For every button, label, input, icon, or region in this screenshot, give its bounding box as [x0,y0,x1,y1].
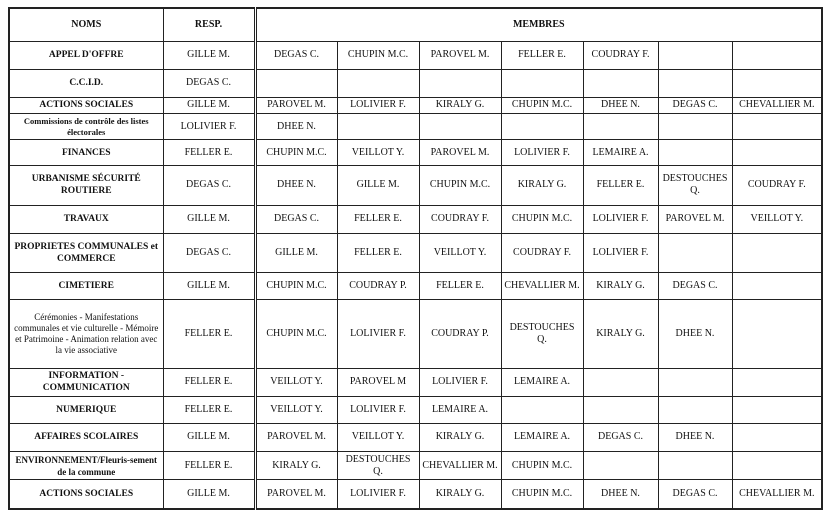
member-cell: PAROVEL M. [255,423,337,451]
table-row [9,41,822,69]
resp-cell: GILLE M. [163,205,255,233]
resp-cell: DEGAS C. [163,166,255,205]
resp-cell: LOLIVIER F. [163,113,255,139]
resp-cell: FELLER E. [163,368,255,396]
member-cell: FELLER E. [583,166,658,205]
member-cell: PAROVEL M [337,368,419,396]
resp-cell: GILLE M. [163,97,255,113]
member-cell: FELLER E. [337,233,419,272]
member-cell: FELLER E. [501,41,583,69]
resp-cell: DEGAS C. [163,233,255,272]
member-cell: VEILLOT Y. [255,368,337,396]
resp-cell: FELLER E. [163,300,255,368]
member-cell [501,113,583,139]
member-cell [658,396,732,423]
member-cell: LOLIVIER F. [419,368,501,396]
member-cell: VEILLOT Y. [337,423,419,451]
resp-cell: FELLER E. [163,140,255,166]
member-cell [658,233,732,272]
member-cell: KIRALY G. [583,272,658,299]
member-cell: CHUPIN M.C. [501,480,583,509]
member-cell: DHEE N. [255,113,337,139]
member-cell: DEGAS C. [583,423,658,451]
member-cell: CHUPIN M.C. [255,300,337,368]
member-cell: VEILLOT Y. [732,205,822,233]
resp-cell: GILLE M. [163,423,255,451]
member-cell: CHUPIN M.C. [255,140,337,166]
member-cell: DEGAS C. [255,205,337,233]
member-cell: PAROVEL M. [255,480,337,509]
member-cell [583,368,658,396]
member-cell [583,452,658,480]
member-cell [658,113,732,139]
member-cell: DEGAS C. [658,97,732,113]
table-row [9,423,822,451]
commission-name: CIMETIERE [9,272,163,299]
commission-name: ENVIRONNEMENT/Fleuris-sement de la commune [9,452,163,480]
commission-name: URBANISME SÉCURITÉ ROUTIERE [9,166,163,205]
member-cell: KIRALY G. [419,423,501,451]
member-cell: PAROVEL M. [419,41,501,69]
member-cell: COUDRAY P. [419,300,501,368]
member-cell: DESTOUCHES Q. [501,300,583,368]
resp-cell: DEGAS C. [163,69,255,97]
member-cell: KIRALY G. [419,97,501,113]
member-cell: PAROVEL M. [658,205,732,233]
commission-name: ACTIONS SOCIALES [9,480,163,509]
member-cell [337,113,419,139]
member-cell: LOLIVIER F. [583,205,658,233]
member-cell [732,272,822,299]
member-cell: CHUPIN M.C. [255,272,337,299]
table-row [9,233,822,272]
member-cell: DESTOUCHES Q. [658,166,732,205]
member-cell: PAROVEL M. [255,97,337,113]
table-body [9,41,822,509]
table-row [9,97,822,113]
member-cell: LEMAIRE A. [583,140,658,166]
member-cell: KIRALY G. [501,166,583,205]
member-cell [658,69,732,97]
commission-name: Commissions de contrôle des listes électorales [9,113,163,139]
member-cell: DHEE N. [583,480,658,509]
member-cell [732,140,822,166]
member-cell [419,69,501,97]
resp-cell: FELLER E. [163,396,255,423]
resp-cell: FELLER E. [163,452,255,480]
member-cell: COUDRAY F. [583,41,658,69]
commission-name: PROPRIETES COMMUNALES et COMMERCE [9,233,163,272]
member-cell [658,368,732,396]
member-cell: FELLER E. [337,205,419,233]
commission-name: FINANCES [9,140,163,166]
member-cell: DHEE N. [658,423,732,451]
member-cell: GILLE M. [255,233,337,272]
resp-cell: GILLE M. [163,41,255,69]
member-cell: GILLE M. [337,166,419,205]
member-cell: KIRALY G. [419,480,501,509]
member-cell [732,396,822,423]
member-cell: LEMAIRE A. [419,396,501,423]
table-row [9,166,822,205]
member-cell [419,113,501,139]
member-cell: LEMAIRE A. [501,368,583,396]
header-resp: RESP. [163,8,255,41]
table-row [9,140,822,166]
member-cell: DHEE N. [255,166,337,205]
member-cell [501,69,583,97]
member-cell: CHEVALLIER M. [501,272,583,299]
member-cell: CHUPIN M.C. [501,97,583,113]
member-cell [732,300,822,368]
commission-name: NUMERIQUE [9,396,163,423]
table-row [9,396,822,423]
commission-name: TRAVAUX [9,205,163,233]
header-row [9,8,822,41]
member-cell [732,452,822,480]
commissions-table [8,7,823,510]
member-cell [255,69,337,97]
member-cell: DEGAS C. [255,41,337,69]
member-cell [337,69,419,97]
member-cell [732,423,822,451]
member-cell: DEGAS C. [658,480,732,509]
header-membres: MEMBRES [255,8,822,41]
member-cell: DEGAS C. [658,272,732,299]
table-row [9,452,822,480]
member-cell: LOLIVIER F. [337,480,419,509]
member-cell [583,396,658,423]
member-cell: CHEVALLIER M. [732,480,822,509]
commission-name: Cérémonies - Manifestations communales et vie culturelle - Mémoire et Patrimoine - Animation relation avec la vie associative [9,300,163,368]
member-cell: COUDRAY P. [337,272,419,299]
member-cell [732,113,822,139]
member-cell: DHEE N. [583,97,658,113]
member-cell: CHUPIN M.C. [501,452,583,480]
commission-name: AFFAIRES SCOLAIRES [9,423,163,451]
commission-name: ACTIONS SOCIALES [9,97,163,113]
member-cell: LOLIVIER F. [501,140,583,166]
member-cell: COUDRAY F. [501,233,583,272]
member-cell [501,396,583,423]
table-row [9,272,822,299]
member-cell [658,140,732,166]
member-cell: KIRALY G. [255,452,337,480]
member-cell: DESTOUCHES Q. [337,452,419,480]
member-cell: COUDRAY F. [732,166,822,205]
member-cell: CHEVALLIER M. [732,97,822,113]
member-cell [658,41,732,69]
member-cell: LOLIVIER F. [583,233,658,272]
member-cell: FELLER E. [419,272,501,299]
member-cell: LOLIVIER F. [337,396,419,423]
commission-name: APPEL D'OFFRE [9,41,163,69]
member-cell: CHUPIN M.C. [337,41,419,69]
member-cell: VEILLOT Y. [255,396,337,423]
member-cell: VEILLOT Y. [419,233,501,272]
table-row [9,113,822,139]
table-row [9,205,822,233]
member-cell: LOLIVIER F. [337,97,419,113]
table-row [9,368,822,396]
member-cell [583,113,658,139]
commission-name: INFORMATION - COMMUNICATION [9,368,163,396]
table-row [9,300,822,368]
member-cell [583,69,658,97]
member-cell: LOLIVIER F. [337,300,419,368]
member-cell: LEMAIRE A. [501,423,583,451]
member-cell [732,41,822,69]
member-cell [732,69,822,97]
member-cell [732,233,822,272]
member-cell: PAROVEL M. [419,140,501,166]
member-cell: DHEE N. [658,300,732,368]
resp-cell: GILLE M. [163,480,255,509]
member-cell: VEILLOT Y. [337,140,419,166]
table-row [9,69,822,97]
resp-cell: GILLE M. [163,272,255,299]
member-cell: CHUPIN M.C. [501,205,583,233]
member-cell: COUDRAY F. [419,205,501,233]
member-cell [658,452,732,480]
header-noms: NOMS [9,8,163,41]
member-cell [732,368,822,396]
table-row [9,480,822,509]
member-cell: KIRALY G. [583,300,658,368]
commission-name: C.C.I.D. [9,69,163,97]
member-cell: CHEVALLIER M. [419,452,501,480]
member-cell: CHUPIN M.C. [419,166,501,205]
